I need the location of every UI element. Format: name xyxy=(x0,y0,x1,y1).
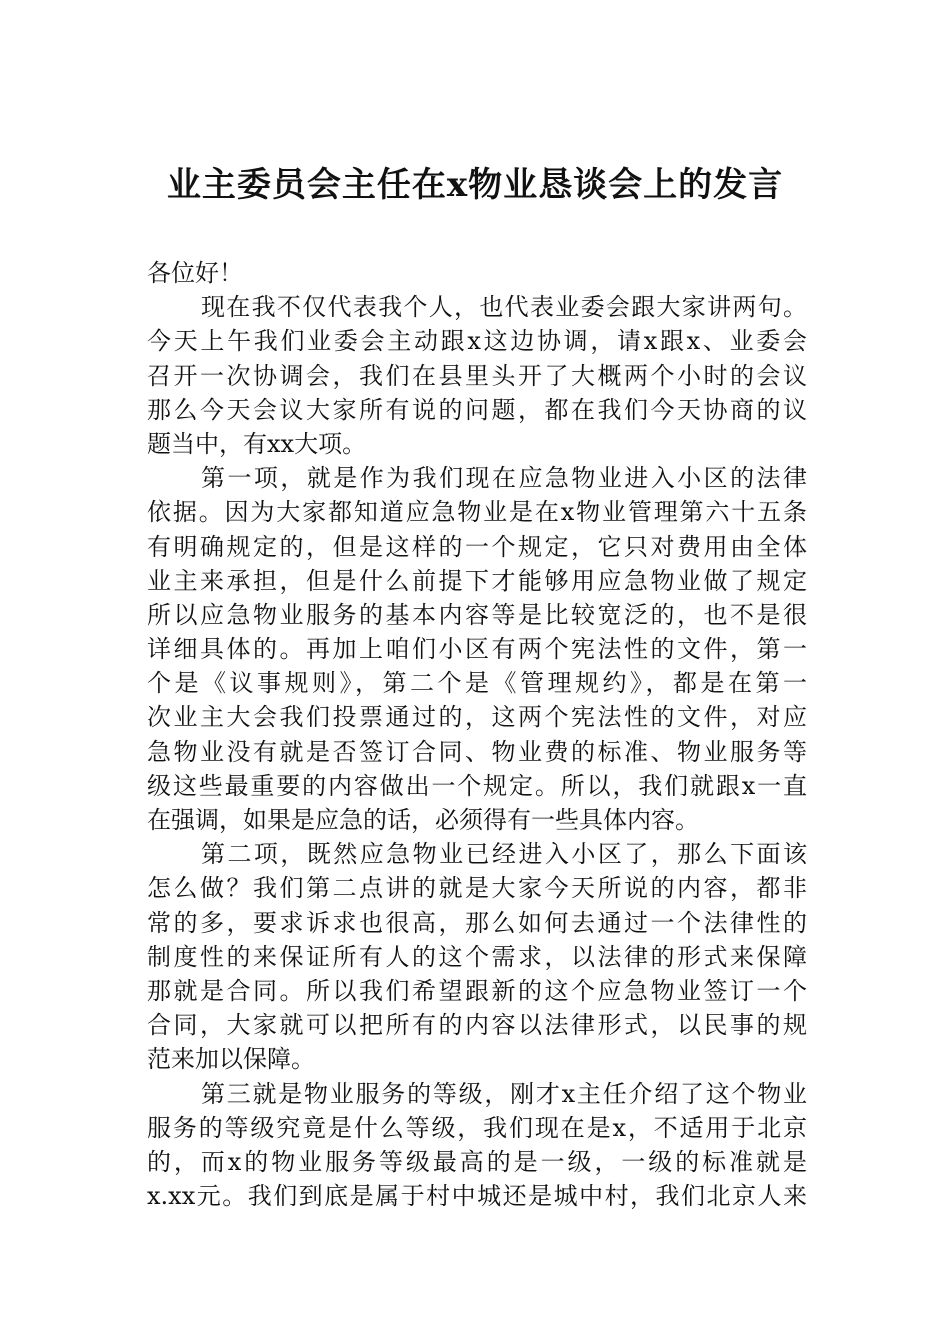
paragraph-line: 级这些最重要的内容做出一个规定。所以，我们就跟x一直 xyxy=(147,771,807,800)
paragraph-line: 今天上午我们业委会主动跟x这边协调，请x跟x、业委会 xyxy=(147,327,807,356)
paragraph xyxy=(147,1077,807,1214)
paragraph-line: 那么今天会议大家所有说的问题，都在我们今天协商的议 xyxy=(147,395,807,424)
paragraph-line: 现在我不仅代表我个人，也代表业委会跟大家讲两句。 xyxy=(201,293,807,322)
paragraph-line: 有明确规定的，但是这样的一个规定，它只对费用由全体 xyxy=(147,532,807,561)
paragraph-line: 题当中，有xx大项。 xyxy=(147,429,367,458)
paragraph-line: 的，而x的物业服务等级最高的是一级，一级的标准就是 xyxy=(147,1147,807,1176)
paragraph-line: 详细具体的。再加上咱们小区有两个宪法性的文件，第一 xyxy=(147,635,807,664)
paragraph xyxy=(147,290,807,461)
paragraph-line: 常的多，要求诉求也很高，那么如何去通过一个法律性的 xyxy=(147,908,807,937)
paragraph-line: 召开一次协调会，我们在县里头开了大概两个小时的会议 xyxy=(147,361,807,390)
paragraph-line: 第三就是物业服务的等级，刚才x主任介绍了这个物业 xyxy=(201,1079,807,1108)
document-title: 业主委员会主任在x物业恳谈会上的发言 xyxy=(166,165,784,205)
paragraph-line: 制度性的来保证所有人的这个需求，以法律的形式来保障 xyxy=(147,942,807,971)
paragraph-line: 次业主大会我们投票通过的，这两个宪法性的文件，对应 xyxy=(147,703,807,732)
paragraph-line: 急物业没有就是否签订合同、物业费的标准、物业服务等 xyxy=(147,737,807,766)
greeting: 各位好！ xyxy=(147,259,243,287)
paragraph-line: 依据。因为大家都知道应急物业是在x物业管理第六十五条 xyxy=(147,498,807,527)
paragraph-line: 业主来承担，但是什么前提下才能够用应急物业做了规定 xyxy=(147,566,807,595)
paragraph-line: 第二项，既然应急物业已经进入小区了，那么下面该 xyxy=(201,840,807,869)
paragraph xyxy=(147,461,807,837)
paragraph-line: 那就是合同。所以我们希望跟新的这个应急物业签订一个 xyxy=(147,976,807,1005)
paragraph-line: 合同，大家就可以把所有的内容以法律形式，以民事的规 xyxy=(147,1011,807,1040)
paragraph-line: 第一项，就是作为我们现在应急物业进入小区的法律 xyxy=(201,464,807,493)
document-body xyxy=(147,256,807,1213)
paragraph-line: x.xx元。我们到底是属于村中城还是城中村，我们北京人来 xyxy=(147,1182,807,1211)
paragraph-line: 服务的等级究竟是什么等级，我们现在是x，不适用于北京 xyxy=(147,1113,807,1142)
paragraph-line: 范来加以保障。 xyxy=(147,1045,315,1074)
paragraph-line: 在强调，如果是应急的话，必须得有一些具体内容。 xyxy=(147,806,699,834)
paragraph-line: 个是《议事规则》，第二个是《管理规约》，都是在第一 xyxy=(147,669,807,698)
paragraph-line: 怎么做？我们第二点讲的就是大家今天所说的内容，都非 xyxy=(147,874,807,903)
paragraph-line: 所以应急物业服务的基本内容等是比较宽泛的，也不是很 xyxy=(147,600,807,629)
paragraph xyxy=(147,837,807,1076)
